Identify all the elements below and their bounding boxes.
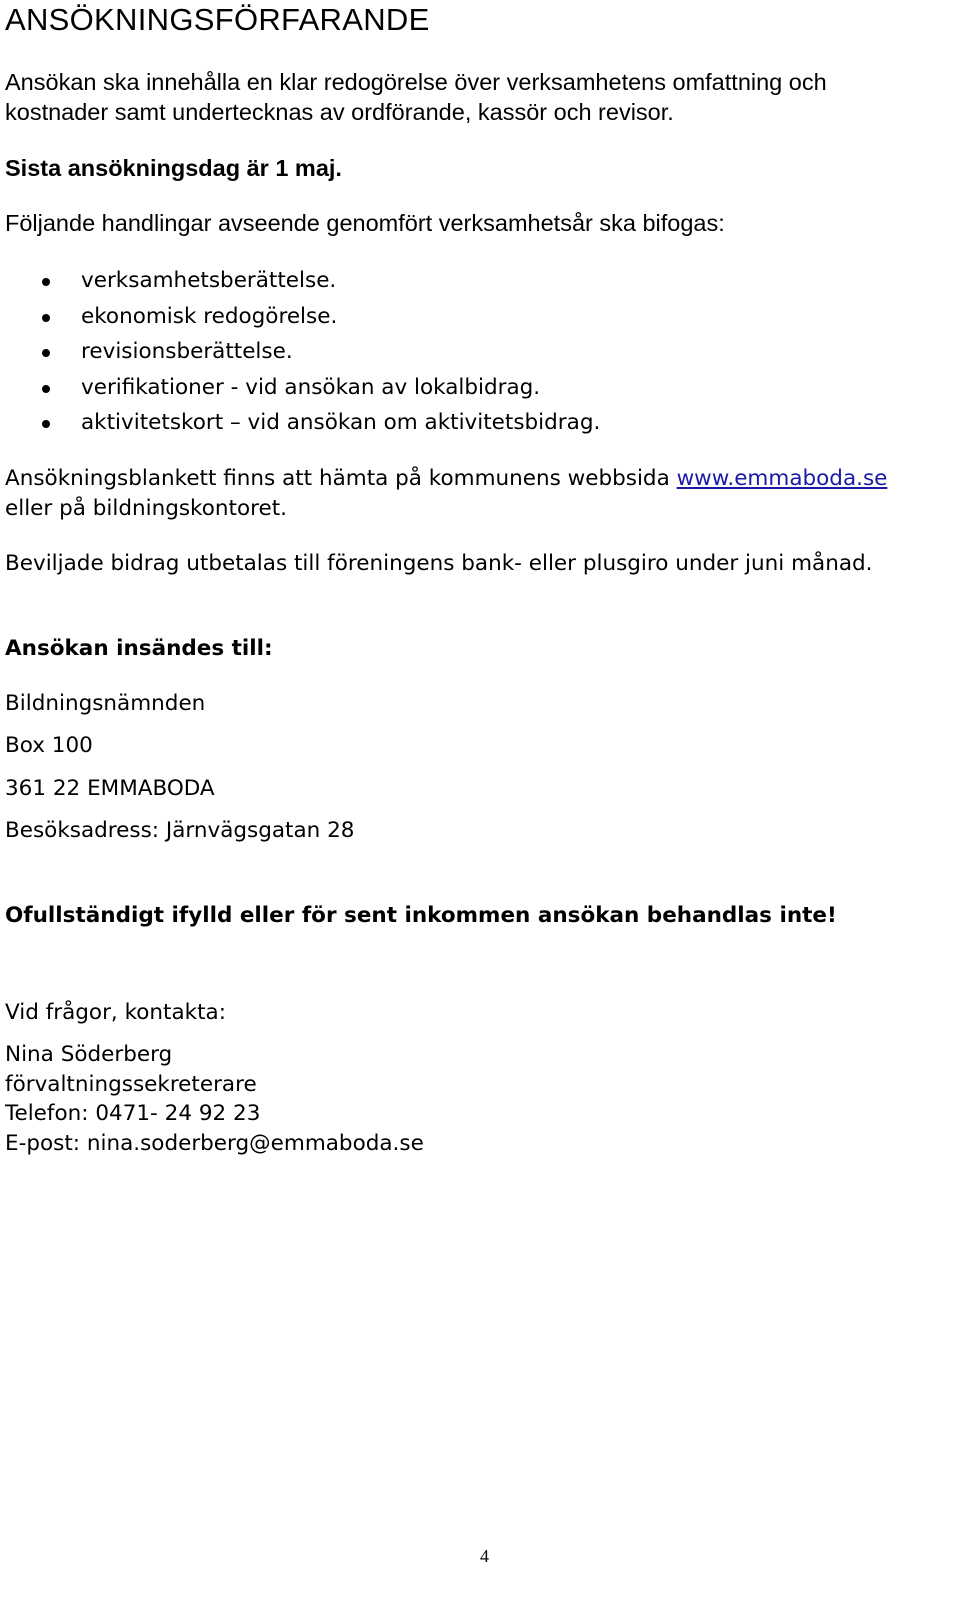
send-to-heading: Ansökan insändes till: [5, 636, 273, 661]
address-name: Bildningsnämnden [5, 691, 206, 716]
contact-email: E-post: nina.soderberg@emmaboda.se [5, 1131, 424, 1156]
bullet-icon [42, 349, 50, 357]
attachments-list [40, 266, 600, 444]
payment-info: Beviljade bidrag utbetalas till föreningens bank- eller plusgiro under juni månad. [5, 551, 873, 576]
contact-title: förvaltningssekreterare [5, 1072, 257, 1097]
list-item [40, 302, 600, 338]
attachments-intro: Följande handlingar avseende genomfört verksamhetsår ska bifogas: [5, 210, 725, 236]
address-postal: 361 22 EMMABODA [5, 776, 215, 801]
bullet-icon [42, 278, 50, 286]
list-item-text: verksamhetsberättelse. [81, 268, 337, 293]
form-info-text: Ansökningsblankett finns att hämta på kommunens webbsida [5, 466, 677, 491]
list-item-text: verifikationer - vid ansökan av lokalbidrag. [81, 374, 541, 400]
list-item-text: ekonomisk redogörelse. [81, 303, 338, 329]
address-box: Box 100 [5, 733, 93, 758]
intro-line-2: kostnader samt undertecknas av ordförande, kassör och revisor. [5, 99, 674, 125]
bullet-icon [42, 314, 50, 322]
warning-text: Ofullständigt ifylld eller för sent inkommen ansökan behandlas inte! [5, 903, 837, 928]
page-heading: ANSÖKNINGSFÖRFARANDE [5, 2, 430, 37]
list-item [40, 266, 600, 302]
list-item [40, 337, 600, 373]
list-item [40, 408, 600, 444]
contact-phone: Telefon: 0471- 24 92 23 [5, 1101, 261, 1126]
contact-intro: Vid frågor, kontakta: [5, 1000, 226, 1025]
bullet-icon [42, 420, 50, 428]
form-info-line-1 [5, 464, 887, 494]
website-link[interactable]: www.emmaboda.se [676, 466, 888, 491]
list-item-text: aktivitetskort – vid ansökan om aktivitetsbidrag. [81, 410, 601, 435]
list-item [40, 373, 600, 409]
page-number: 4 [480, 1546, 489, 1566]
bullet-icon [42, 385, 50, 393]
deadline-text: Sista ansökningsdag är 1 maj. [5, 155, 342, 181]
form-info-line-2: eller på bildningskontoret. [5, 496, 287, 521]
list-item-text: revisionsberättelse. [81, 339, 293, 364]
intro-line-1: Ansökan ska innehålla en klar redogörelse över verksamhetens omfattning och [5, 69, 827, 95]
address-visit: Besöksadress: Järnvägsgatan 28 [5, 818, 355, 843]
contact-name: Nina Söderberg [5, 1042, 173, 1067]
